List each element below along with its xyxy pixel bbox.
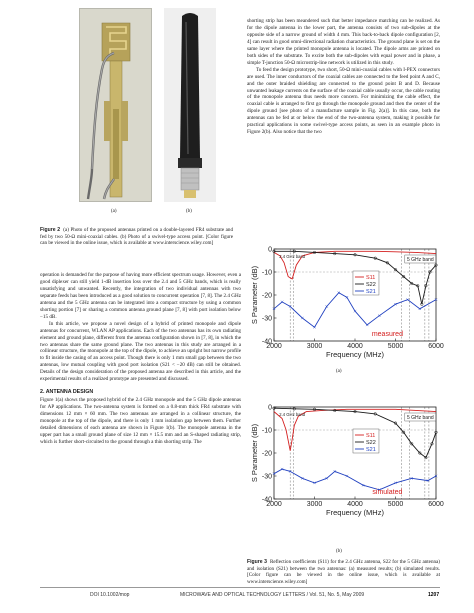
swivel-access-point-photo <box>164 8 216 202</box>
figure2-caption-text: (a) Photo of the proposed antennas printed on a double-layered FR4 substrate and fed by two 50-Ω mini-coaxial cables. (b) Photo of a swivel-type access point. [Color figure can be viewed in the online issue, which is available at www.interscience.wiley.com] <box>40 227 233 247</box>
s-parameter-chart-simulated <box>250 399 450 525</box>
y-axis-label: S Parameter (dB) <box>250 265 259 325</box>
data-point-s21 <box>301 317 303 319</box>
x-tick-label: 5000 <box>387 501 404 508</box>
figure2-label-b: (b) <box>186 209 192 214</box>
result-type-label: simulated <box>372 489 403 496</box>
y-axis-label: S Parameter (dB) <box>250 423 259 483</box>
x-axis-label: Frequency (MHz) <box>326 508 384 517</box>
y-tick-label: -40 <box>261 338 272 346</box>
data-point-s21 <box>378 315 380 317</box>
paragraph: To feed the design prototype, two short, 50-Ω mini-coaxial cables with I-PEX connectors are used. The inner conductors of the coaxial cables are connected to the feed point A and C, and the outer braided shielding are connected to the ground point B and D. Because unwanted leakage currents on the surface of the coaxial cable usually occur, the cable routing of the monopole antenna thus needs more concern. For minimizing the cable effect, the coaxial cable is arranged to first go through the monopole ground and then the center of the dipole ground [see photo of a manufacture sample in Fig. 2(a)]. In this case, both the antennas can be fed at or below the end of the two-antenna system, making it possible for practical applications in some swivel-type access points, as seen in an example photo in Figure 2(b). Also notice that the two <box>247 66 440 136</box>
x-tick-label: 6000 <box>428 501 444 508</box>
result-type-label: measured <box>371 331 403 338</box>
figure3-caption-label: Figure 3 <box>247 559 268 565</box>
antenna-pcb-illustration <box>80 9 152 202</box>
x-tick-label: 4000 <box>347 501 363 508</box>
y-tick-label: -30 <box>261 315 272 323</box>
legend-label: S22 <box>365 282 376 288</box>
figure2-caption-label: Figure 2 <box>40 227 61 233</box>
section-heading: 2. ANTENNA DESIGN <box>40 389 94 396</box>
figure2-caption <box>40 227 233 247</box>
left-text-column <box>40 272 241 446</box>
legend-label: S22 <box>365 440 376 446</box>
series-line-s21 <box>274 293 436 328</box>
figure3-caption-text: Reflection coefficients (S11) for the 2.4 GHz antenna, S22 for the 5 GHz antenna) and isolation (S21) between the two antennas: (a) measured results; (b) simulated results. [Color figure can be viewed in the online issue, which is available at www.interscience.wiley.com] <box>247 559 440 585</box>
x-tick-label: 6000 <box>428 343 444 350</box>
y-tick-label: -20 <box>261 292 272 300</box>
y-tick-label: -40 <box>261 496 272 504</box>
legend-label: S11 <box>365 275 376 281</box>
legend-label: S21 <box>365 289 376 295</box>
series-line-s21 <box>274 469 436 490</box>
band-annotation-5g: 5 GHz band <box>406 257 434 263</box>
legend-label: S11 <box>365 433 376 439</box>
antenna-prototype-photo <box>79 8 152 202</box>
footer-doi: DOI 10.1002/mop <box>90 592 130 598</box>
paragraph: In this article, we propose a novel design of a hybrid of printed monopole and dipole antennas for concurrent, WLAN AP applications. Each of the two antennas has its own radiating element and ground plane, different from the antenna configuration shown in [7, 8], in which the two antennas share the same ground plane. The two antennas in this study are arranged in a collinear structure, the monopole at the top of the dipole, to achieve an upright but narrow profile to fit inside the casing of an access point. Though there is only 1 mm small gap between the two antennas, low mutual coupling with good port isolation (S21 < −20 dB) can still be obtained. Details of the design consideration of the proposed antenna are described in this article, and the experimental results of a realized prototype are presented and discussed. <box>40 320 241 383</box>
x-tick-label: 3000 <box>306 501 323 508</box>
footer-journal: MICROWAVE AND OPTICAL TECHNOLOGY LETTERS / Vol. 51, No. 5, May 2009 <box>180 592 365 598</box>
figure2-label-a: (a) <box>111 209 117 214</box>
s-parameter-chart-measured <box>250 241 450 367</box>
swivel-antenna-illustration <box>164 8 216 202</box>
y-tick-label: -10 <box>261 269 272 277</box>
page-number: 1207 <box>428 592 440 598</box>
x-tick-label: 2000 <box>266 343 282 350</box>
y-tick-label: -10 <box>261 427 272 435</box>
band-annotation-2g: 2.4 GHz band <box>279 412 306 417</box>
figure3-caption <box>247 559 440 585</box>
y-tick-label: 0 <box>268 404 272 412</box>
right-text-column <box>247 18 440 136</box>
paragraph: shorting strip has been meandered such that better impedance matching can be realized. As for the dipole antenna in the lower part, the antenna consists of two sub-dipoles at the opposite side of a narrow ground of width 4 mm. This back-to-back dipole configuration [2, 4] can result in good omni-directional radiation characteristics. The ground plane is set on the same layer where the printed monopole antenna is located. The dipole arms are printed on both sides of the substrate. To excite both the sub-dipoles with equal power and in phase, a simple T-junction 50-Ω microstrip-line network is utilized in this study. <box>247 18 440 66</box>
y-tick-label: -20 <box>261 450 272 458</box>
legend-label: S21 <box>365 447 376 453</box>
x-tick-label: 4000 <box>347 343 363 350</box>
x-tick-label: 5000 <box>387 343 404 350</box>
band-annotation-5g: 5 GHz band <box>406 415 434 421</box>
y-tick-label: -30 <box>261 473 272 481</box>
x-axis-label: Frequency (MHz) <box>326 350 384 359</box>
paragraph: operation is demanded for the purpose of having more efficient spectrum usage. However, even a good diplexer can still yield 1-dB insertion loss over the 2.4 and 5 GHz bands, which is really unsatisfying and unwanted. Recently, the integration of two individual antennas with two separate feeds has been introduced as a good solution to concurrent operation [7, 8]. The 2.4 GHz antenna and the 5 GHz antenna can be integrated into a compact structure by using a common shorting portion [7] or sharing a common antenna ground plane [7, 8] with port isolation below −15 dB. <box>40 272 241 320</box>
y-tick-label: 0 <box>268 246 272 254</box>
x-tick-label: 3000 <box>306 343 323 350</box>
data-point-s21 <box>366 324 368 326</box>
paragraph: Figure 1(a) shows the proposed hybrid of the 2.4 GHz monopole and the 5 GHz dipole antennas for AP applications. The two-antenna system is formed on a 0.8-mm thick FR4 substrate with dimensions 12 mm × 60 mm. The two antennas are arranged in a collinear structure, the monopole at the top of the dipole, and there is only 1 mm isolation gap between them. Further detailed dimensions of each antenna are shown in Figure 1(b). The monopole antenna in the upper part has a small ground plane of size 12 mm × 15.5 mm and an S-shaped radiating strip, which is further short-circuited to the ground through a thin shorting strip. The <box>40 397 241 445</box>
band-annotation-2g: 2.4 GHz band <box>279 254 306 259</box>
figure3-label-b: (b) <box>336 549 342 554</box>
figure3-label-a: (a) <box>336 369 342 374</box>
footer-rule <box>40 587 440 588</box>
x-tick-label: 2000 <box>266 501 282 508</box>
